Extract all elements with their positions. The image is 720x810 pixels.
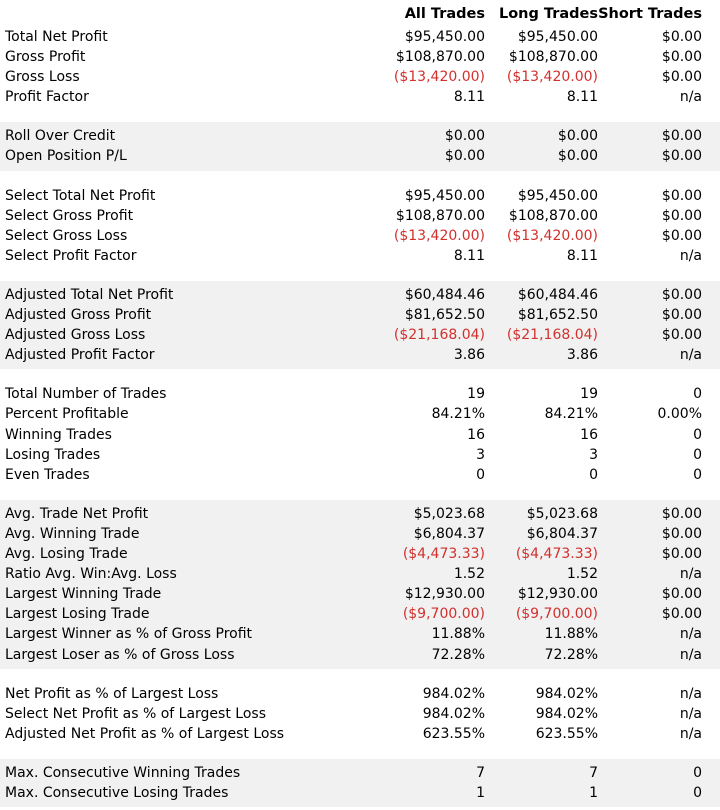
metric-label: Max. Consecutive Losing Trades [5, 785, 229, 802]
all-trades-value: 19 [467, 386, 485, 403]
all-trades-value: $6,804.37 [413, 525, 485, 542]
metric-label: Net Profit as % of Largest Loss [5, 685, 219, 702]
metric-label: Profit Factor [5, 89, 89, 106]
metric-label: Adjusted Total Net Profit [5, 287, 174, 303]
metric-label: Total Number of Trades [5, 386, 167, 403]
metric-row [0, 524, 720, 544]
section-3 [0, 186, 720, 266]
metric-label: Roll Over Credit [5, 128, 116, 145]
long-trades-value: $95,450.00 [517, 29, 598, 45]
short-trades-value: $0.00 [661, 505, 702, 522]
short-trades-value: $0.00 [661, 227, 702, 244]
short-trades-value: $0.00 [661, 69, 702, 86]
column-header-row [0, 0, 720, 28]
section-2 [0, 122, 720, 170]
short-trades-value: 0 [693, 765, 702, 781]
metric-label: Select Gross Profit [5, 207, 134, 224]
section-4 [0, 281, 720, 369]
short-trades-value: $0.00 [661, 49, 702, 66]
metric-row [0, 504, 720, 524]
all-trades-value: ($13,420.00) [393, 69, 485, 86]
short-trades-value: n/a [679, 705, 702, 722]
metric-label: Losing Trades [5, 446, 101, 463]
metric-row [0, 186, 720, 206]
metric-row [0, 604, 720, 624]
metric-label: Adjusted Gross Profit [5, 307, 152, 324]
metric-row [0, 47, 720, 67]
all-trades-value: 623.55% [422, 725, 485, 742]
all-trades-value: 0 [476, 466, 485, 483]
long-trades-value: 11.88% [544, 626, 598, 643]
metric-label: Largest Losing Trade [5, 606, 150, 623]
all-trades-value: ($13,420.00) [393, 227, 485, 244]
long-trades-value: $108,870.00 [508, 207, 598, 224]
short-trades-value: n/a [679, 566, 702, 583]
long-trades-value: 984.02% [535, 685, 598, 702]
metric-label: Winning Trades [5, 426, 112, 443]
all-trades-value: $108,870.00 [395, 49, 485, 66]
metric-row [0, 325, 720, 345]
header-long-trades: Long Trades [498, 6, 598, 22]
long-trades-value: 1 [589, 785, 598, 802]
all-trades-value: 11.88% [431, 626, 485, 643]
short-trades-value: 0 [693, 785, 702, 802]
short-trades-value: n/a [679, 725, 702, 742]
metric-row [0, 206, 720, 226]
all-trades-value: 7 [476, 765, 485, 781]
metric-row [0, 564, 720, 584]
metric-label: Adjusted Profit Factor [5, 347, 155, 364]
metric-row [0, 87, 720, 107]
short-trades-value: $0.00 [661, 586, 702, 603]
short-trades-value: 0 [693, 426, 702, 443]
all-trades-value: $108,870.00 [395, 207, 485, 224]
metric-row [0, 584, 720, 604]
metric-row [0, 684, 720, 704]
metric-row [0, 624, 720, 644]
long-trades-value: ($4,473.33) [515, 546, 598, 563]
all-trades-value: 984.02% [422, 705, 485, 722]
long-trades-value: 1.52 [566, 566, 598, 583]
short-trades-value: n/a [679, 626, 702, 643]
all-trades-value: 8.11 [453, 247, 485, 264]
short-trades-value: $0.00 [661, 287, 702, 303]
metric-row [0, 445, 720, 465]
all-trades-value: ($21,168.04) [393, 327, 485, 344]
short-trades-value: $0.00 [661, 148, 702, 165]
all-trades-value: $5,023.68 [413, 505, 485, 522]
long-trades-value: 3.86 [566, 347, 598, 364]
short-trades-value: n/a [679, 247, 702, 264]
metric-row [0, 305, 720, 325]
long-trades-value: 984.02% [535, 705, 598, 722]
all-trades-value: 3.86 [453, 347, 485, 364]
all-trades-value: 8.11 [453, 89, 485, 106]
long-trades-value: $60,484.46 [517, 287, 598, 303]
long-trades-value: 72.28% [544, 646, 598, 663]
metric-row [0, 126, 720, 146]
metric-label: Adjusted Gross Loss [5, 327, 146, 344]
metric-row [0, 384, 720, 404]
metric-label: Largest Loser as % of Gross Loss [5, 646, 235, 663]
all-trades-value: 1.52 [453, 566, 485, 583]
metric-label: Adjusted Net Profit as % of Largest Loss [5, 725, 285, 742]
short-trades-value: $0.00 [661, 128, 702, 145]
long-trades-value: 19 [580, 386, 598, 403]
metric-row [0, 763, 720, 783]
short-trades-value: $0.00 [661, 525, 702, 542]
section-8 [0, 759, 720, 807]
metric-row [0, 67, 720, 87]
metric-label: Even Trades [5, 466, 90, 483]
header-short-trades: Short Trades [598, 6, 702, 22]
long-trades-value: 8.11 [566, 247, 598, 264]
all-trades-value: $95,450.00 [404, 187, 485, 204]
metric-label: Avg. Winning Trade [5, 525, 140, 542]
metric-row [0, 425, 720, 445]
short-trades-value: n/a [679, 685, 702, 702]
long-trades-value: $95,450.00 [517, 187, 598, 204]
metric-label: Open Position P/L [5, 148, 127, 165]
long-trades-value: $81,652.50 [517, 307, 598, 324]
metric-label: Percent Profitable [5, 406, 129, 423]
long-trades-value: ($13,420.00) [506, 227, 598, 244]
section-6 [0, 500, 720, 669]
short-trades-value: $0.00 [661, 29, 702, 45]
long-trades-value: 0 [589, 466, 598, 483]
long-trades-value: ($21,168.04) [506, 327, 598, 344]
all-trades-value: ($4,473.33) [402, 546, 485, 563]
metric-label: Total Net Profit [5, 29, 108, 45]
long-trades-value: ($13,420.00) [506, 69, 598, 86]
short-trades-value: $0.00 [661, 207, 702, 224]
short-trades-value: $0.00 [661, 187, 702, 204]
metric-row [0, 544, 720, 564]
all-trades-value: $12,930.00 [404, 586, 485, 603]
short-trades-value: 0 [693, 446, 702, 463]
metric-row [0, 27, 720, 47]
all-trades-value: $0.00 [444, 148, 485, 165]
metric-row [0, 783, 720, 803]
long-trades-value: $0.00 [557, 148, 598, 165]
long-trades-value: ($9,700.00) [515, 606, 598, 623]
long-trades-value: 84.21% [544, 406, 598, 423]
metric-row [0, 226, 720, 246]
all-trades-value: $60,484.46 [404, 287, 485, 303]
metric-label: Ratio Avg. Win:Avg. Loss [5, 566, 177, 583]
all-trades-value: 72.28% [431, 646, 485, 663]
short-trades-value: n/a [679, 646, 702, 663]
metric-label: Select Profit Factor [5, 247, 137, 264]
metric-row [0, 724, 720, 744]
long-trades-value: $12,930.00 [517, 586, 598, 603]
all-trades-value: $81,652.50 [404, 307, 485, 324]
metric-label: Gross Profit [5, 49, 86, 66]
long-trades-value: 8.11 [566, 89, 598, 106]
metric-row [0, 246, 720, 266]
section-7 [0, 684, 720, 744]
metric-label: Max. Consecutive Winning Trades [5, 765, 241, 781]
metric-row [0, 645, 720, 665]
long-trades-value: 623.55% [535, 725, 598, 742]
metric-label: Avg. Losing Trade [5, 546, 128, 563]
all-trades-value: 3 [476, 446, 485, 463]
metric-row [0, 465, 720, 485]
long-trades-value: $108,870.00 [508, 49, 598, 66]
short-trades-value: $0.00 [661, 307, 702, 324]
short-trades-value: 0.00% [657, 406, 702, 423]
short-trades-value: $0.00 [661, 606, 702, 623]
long-trades-value: $0.00 [557, 128, 598, 145]
metric-row [0, 404, 720, 424]
all-trades-value: 84.21% [431, 406, 485, 423]
section-5 [0, 384, 720, 484]
header-all-trades: All Trades [404, 6, 485, 22]
metric-label: Select Total Net Profit [5, 187, 156, 204]
long-trades-value: 3 [589, 446, 598, 463]
long-trades-value: 16 [580, 426, 598, 443]
all-trades-value: $0.00 [444, 128, 485, 145]
all-trades-value: 984.02% [422, 685, 485, 702]
short-trades-value: n/a [679, 347, 702, 364]
all-trades-value: 1 [476, 785, 485, 802]
short-trades-value: $0.00 [661, 546, 702, 563]
metric-label: Select Net Profit as % of Largest Loss [5, 705, 266, 722]
all-trades-value: 16 [467, 426, 485, 443]
all-trades-value: $95,450.00 [404, 29, 485, 45]
all-trades-value: ($9,700.00) [402, 606, 485, 623]
metric-label: Largest Winner as % of Gross Profit [5, 626, 253, 643]
long-trades-value: $6,804.37 [526, 525, 598, 542]
metric-label: Gross Loss [5, 69, 80, 86]
metric-row [0, 146, 720, 166]
short-trades-value: n/a [679, 89, 702, 106]
long-trades-value: $5,023.68 [526, 505, 598, 522]
section-1 [0, 27, 720, 107]
metric-row [0, 285, 720, 305]
short-trades-value: $0.00 [661, 327, 702, 344]
long-trades-value: 7 [589, 765, 598, 781]
metric-label: Largest Winning Trade [5, 586, 162, 603]
metric-row [0, 345, 720, 365]
metric-label: Avg. Trade Net Profit [5, 505, 149, 522]
metric-label: Select Gross Loss [5, 227, 128, 244]
short-trades-value: 0 [693, 386, 702, 403]
short-trades-value: 0 [693, 466, 702, 483]
metric-row [0, 704, 720, 724]
